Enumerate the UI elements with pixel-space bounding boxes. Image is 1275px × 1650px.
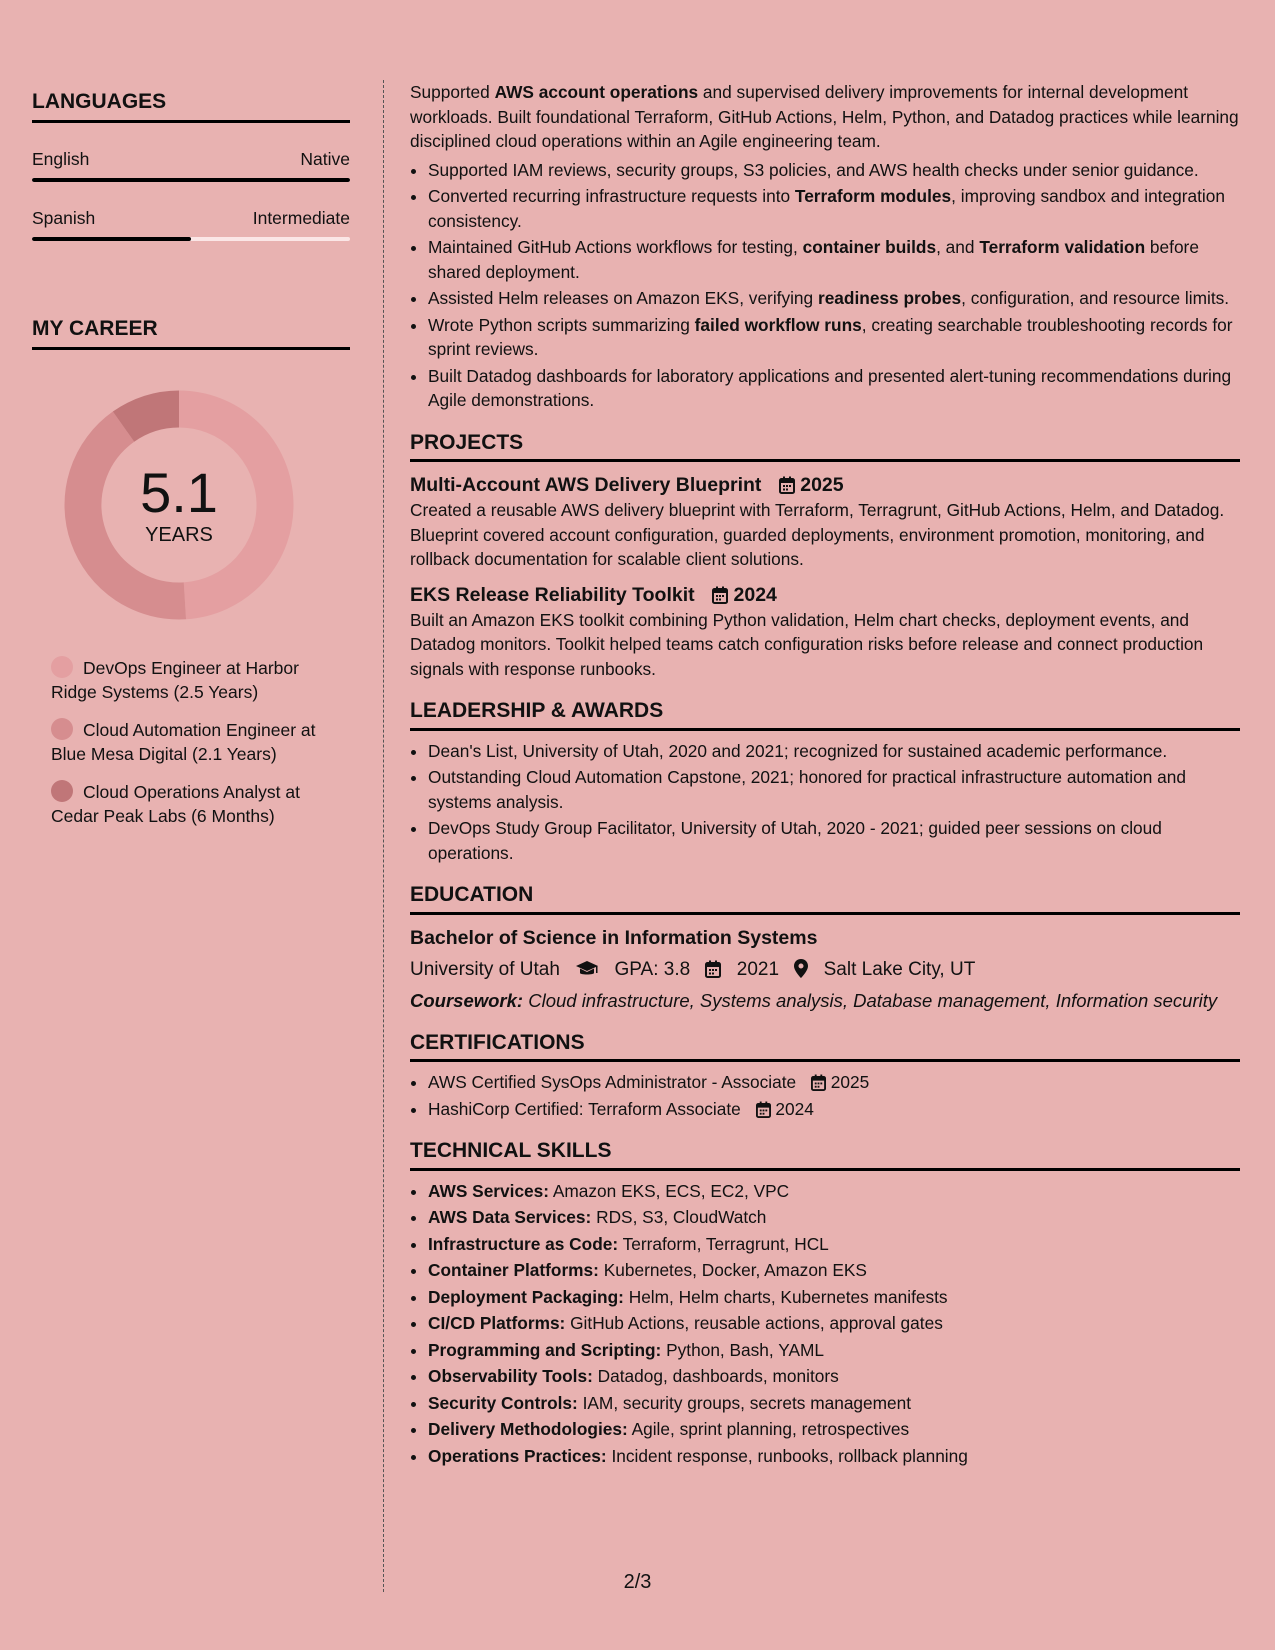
education-heading: EDUCATION [410, 883, 1240, 915]
career-legend-label: DevOps Engineer at Harbor Ridge Systems (2.5 Years) [51, 658, 299, 702]
certification-item [428, 1097, 1240, 1122]
skill-item: • Infrastructure as Code: Terraform, Terragrunt, HCL [428, 1232, 1240, 1257]
language-level: Intermediate [252, 208, 350, 228]
left-column [32, 90, 350, 842]
skill-item: • AWS Data Services: RDS, S3, CloudWatch [428, 1205, 1240, 1230]
page-number: 2/3 [623, 1571, 652, 1593]
career-legend-item [51, 718, 331, 766]
project-description: Created a reusable AWS delivery blueprint with Terraform, Terragrunt, GitHub Actions, Helm, and Datadog. Blueprint covered account configuration, guarded deployments, environment promotion, monitoring, and rollback documentation for scalable client solutions. [410, 500, 1225, 569]
project-item [410, 472, 1240, 572]
awards-list [410, 739, 1240, 866]
education-details [410, 957, 1240, 983]
calendar-icon [712, 584, 728, 606]
certification-year: 2024 [775, 1098, 814, 1119]
project-name: EKS Release Reliability Toolkit [410, 583, 695, 606]
experience-bullet: • Converted recurring infrastructure requests into Terraform modules, improving sandbox and integration consistency. [428, 184, 1240, 233]
skill-item: • Operations Practices: Incident response, runbooks, rollback planning [428, 1444, 1240, 1469]
skill-item: • Deployment Packaging: Helm, Helm charts, Kubernetes manifests [428, 1285, 1240, 1310]
certification-year: 2025 [830, 1072, 870, 1092]
skill-item: • AWS Services: Amazon EKS, ECS, EC2, VPC [428, 1179, 1240, 1204]
languages-heading: LANGUAGES [32, 90, 350, 123]
language-proficiency-fill [32, 178, 350, 182]
legend-color-dot [51, 718, 73, 740]
language-item [32, 208, 350, 241]
language-proficiency-fill [32, 237, 191, 241]
degree-title: Bachelor of Science in Information Systems [410, 926, 818, 949]
project-description: Built an Amazon EKS toolkit combining Python validation, Helm chart checks, deployment events, and Datadog monitors. Toolkit helped teams catch configuration risks before release and connect production signals with response runbooks. [410, 609, 1204, 679]
career-heading: MY CAREER [32, 317, 350, 350]
certification-item [428, 1070, 1240, 1095]
experience-bullet: • Assisted Helm releases on Amazon EKS, verifying readiness probes, configuration, and resource limits. [428, 286, 1240, 311]
award-item: • Outstanding Cloud Automation Capstone, 2021; honored for practical infrastructure automation and systems analysis. [428, 765, 1240, 814]
skills-list [410, 1179, 1240, 1469]
skill-item: • Security Controls: IAM, security groups, secrets management [428, 1391, 1240, 1416]
calendar-icon [779, 474, 795, 496]
career-legend-label: Cloud Operations Analyst at Cedar Peak Labs (6 Months) [51, 782, 300, 826]
certifications-heading: CERTIFICATIONS [410, 1031, 1240, 1063]
skill-item: • Delivery Methodologies: Agile, sprint planning, retrospectives [428, 1417, 1240, 1442]
career-legend-label: Cloud Automation Engineer at Blue Mesa Digital (2.1 Years) [51, 720, 316, 764]
language-proficiency-bar [32, 237, 350, 241]
career-donut-chart [64, 390, 294, 620]
calendar-icon [705, 959, 721, 980]
language-proficiency-bar [32, 178, 350, 182]
experience-bullet: • Maintained GitHub Actions workflows for testing, container builds, and Terraform validation before shared deployment. [428, 235, 1240, 284]
column-divider [383, 80, 384, 1592]
career-total-years: 5.1 [140, 460, 218, 524]
location-pin-icon [794, 959, 808, 980]
career-legend [51, 656, 331, 828]
career-years-unit: YEARS [145, 523, 213, 546]
legend-color-dot [51, 656, 73, 678]
project-item [410, 582, 1240, 682]
awards-heading: LEADERSHIP & AWARDS [410, 699, 1240, 731]
language-level: Native [300, 149, 350, 169]
language-item [32, 149, 350, 182]
education-location: Salt Lake City, UT [823, 958, 976, 980]
certification-name: AWS Certified SysOps Administrator - Associate [428, 1072, 797, 1092]
experience-bullet: • Wrote Python scripts summarizing failed workflow runs, creating searchable troubleshooting records for sprint reviews. [428, 313, 1240, 362]
award-item: • Dean's List, University of Utah, 2020 and 2021; recognized for sustained academic performance. [428, 739, 1240, 764]
skill-item: • CI/CD Platforms: GitHub Actions, reusable actions, approval gates [428, 1311, 1240, 1336]
calendar-icon [756, 1099, 771, 1119]
skills-heading: TECHNICAL SKILLS [410, 1139, 1240, 1171]
project-year: 2025 [800, 474, 844, 496]
project-name: Multi-Account AWS Delivery Blueprint [410, 474, 762, 496]
project-year: 2024 [733, 583, 777, 606]
coursework: Coursework: Cloud infrastructure, Systems analysis, Database management, Information security [410, 989, 1218, 1011]
legend-color-dot [51, 780, 73, 802]
certifications-list [410, 1070, 1240, 1121]
skill-item: • Container Platforms: Kubernetes, Docker, Amazon EKS [428, 1258, 1240, 1283]
career-legend-item [51, 656, 331, 704]
experience-bullet: • Built Datadog dashboards for laboratory applications and presented alert-tuning recommendations during Agile demonstrations. [428, 364, 1240, 413]
language-name: English [32, 149, 90, 169]
career-legend-item [51, 780, 331, 828]
skill-item: • Observability Tools: Datadog, dashboards, monitors [428, 1364, 1240, 1389]
projects-heading: PROJECTS [410, 431, 1240, 463]
graduation-cap-icon [575, 959, 599, 980]
school-name: University of Utah [410, 958, 560, 980]
language-name: Spanish [32, 208, 96, 228]
gpa: GPA: 3.8 [614, 958, 691, 980]
experience-bullet: • Supported IAM reviews, security groups, S3 policies, and AWS health checks under senior guidance. [428, 158, 1240, 183]
calendar-icon [811, 1072, 826, 1092]
right-column [410, 80, 1240, 1470]
graduation-year: 2021 [736, 958, 780, 980]
skill-item: • Programming and Scripting: Python, Bash, YAML [428, 1338, 1240, 1363]
award-item: • DevOps Study Group Facilitator, University of Utah, 2020 - 2021; guided peer sessions on cloud operations. [428, 816, 1240, 865]
experience-summary: Supported AWS account operations and supervised delivery improvements for internal development workloads. Built foundational Terraform, GitHub Actions, Helm, Python, and Datadog practices while learning disciplined cloud operations within an Agile engineering team. [410, 82, 1239, 151]
certification-name: HashiCorp Certified: Terraform Associate [428, 1098, 741, 1119]
experience-bullets [410, 158, 1240, 413]
